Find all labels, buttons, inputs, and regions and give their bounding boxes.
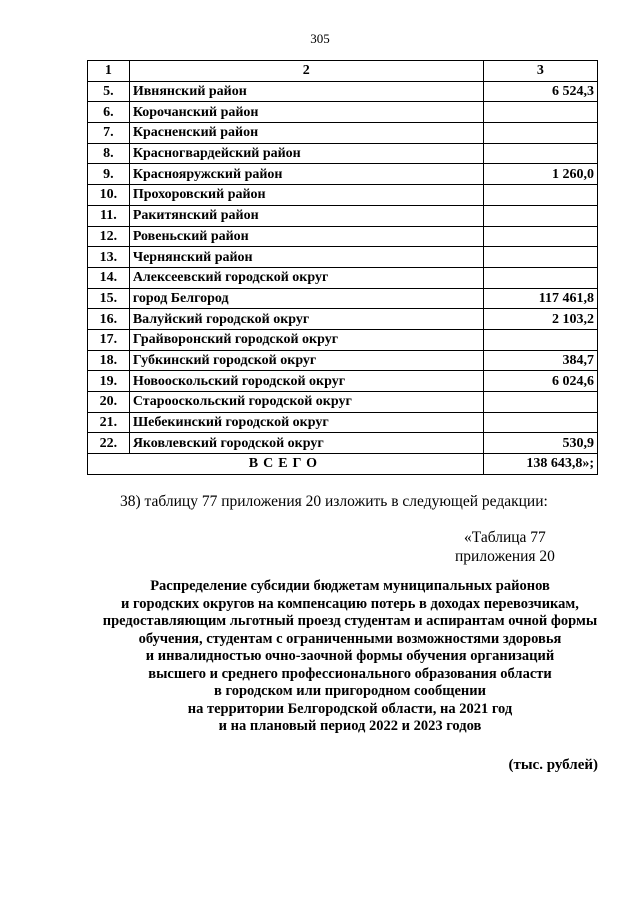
table-header-row [88, 61, 598, 82]
row-number: 5. [88, 81, 130, 102]
row-number: 7. [88, 123, 130, 144]
row-number: 20. [88, 392, 130, 413]
row-number: 15. [88, 288, 130, 309]
row-value [483, 412, 597, 433]
row-number: 22. [88, 433, 130, 454]
row-value: 1 260,0 [483, 164, 597, 185]
table-row [88, 329, 598, 350]
row-value [483, 205, 597, 226]
row-name: Валуйский городской округ [129, 309, 483, 330]
table-reference [455, 528, 555, 566]
row-value: 530,9 [483, 433, 597, 454]
heading-line: в городском или пригородном сообщении [214, 683, 486, 699]
row-number: 11. [88, 205, 130, 226]
row-name: Чернянский район [129, 247, 483, 268]
header-col-1: 1 [88, 61, 130, 82]
row-number: 12. [88, 226, 130, 247]
table-row [88, 247, 598, 268]
row-value: 6 024,6 [483, 371, 597, 392]
row-value [483, 143, 597, 164]
table-row [88, 433, 598, 454]
row-name: город Белгород [129, 288, 483, 309]
heading-line: высшего и среднего профессионального образования области [148, 665, 552, 682]
table-row [88, 143, 598, 164]
row-name: Новооскольский городской округ [129, 371, 483, 392]
table-row [88, 205, 598, 226]
row-number: 13. [88, 247, 130, 268]
row-number: 17. [88, 329, 130, 350]
heading-line: и городских округов на компенсацию потерь в доходах перевозчикам, [121, 595, 579, 612]
total-label: ВСЕГО [88, 454, 484, 475]
table-row [88, 102, 598, 123]
table-row [88, 371, 598, 392]
table-row [88, 185, 598, 206]
table-ref-line1: «Таблица 77 [464, 529, 546, 546]
row-name: Яковлевский городской округ [129, 433, 483, 454]
row-name: Алексеевский городской округ [129, 267, 483, 288]
row-number: 18. [88, 350, 130, 371]
row-value [483, 267, 597, 288]
row-value: 117 461,8 [483, 288, 597, 309]
row-name: Грайворонский городской округ [129, 329, 483, 350]
row-name: Корочанский район [129, 102, 483, 123]
row-name: Красненский район [129, 123, 483, 144]
page-number: 305 [310, 31, 330, 46]
total-row [88, 454, 598, 475]
row-name: Ивнянский район [129, 81, 483, 102]
heading-line: на территории Белгородской области, на 2021 год [187, 700, 513, 717]
table-row [88, 309, 598, 330]
row-number: 6. [88, 102, 130, 123]
table-row [88, 267, 598, 288]
unit-label: (тыс. рублей) [508, 757, 598, 773]
row-number: 9. [88, 164, 130, 185]
row-value [483, 392, 597, 413]
row-name: Прохоровский район [129, 185, 483, 206]
document-heading [60, 578, 640, 736]
header-col-3: 3 [483, 61, 597, 82]
row-value [483, 102, 597, 123]
row-number: 21. [88, 412, 130, 433]
row-name: Красногвардейский район [129, 143, 483, 164]
row-number: 8. [88, 143, 130, 164]
header-col-2: 2 [129, 61, 483, 82]
row-name: Ровеньский район [129, 226, 483, 247]
table-row [88, 288, 598, 309]
row-name: Краснояружский район [129, 164, 483, 185]
table-row [88, 392, 598, 413]
heading-line: обучения, студентам с ограниченными возможностями здоровья [138, 630, 562, 647]
row-name: Старооскольский городской округ [129, 392, 483, 413]
row-value: 6 524,3 [483, 81, 597, 102]
heading-line: Распределение субсидии бюджетам муниципальных районов [150, 578, 550, 594]
row-value [483, 329, 597, 350]
row-value: 2 103,2 [483, 309, 597, 330]
table-row [88, 226, 598, 247]
row-number: 16. [88, 309, 130, 330]
row-value [483, 123, 597, 144]
heading-line: предоставляющим льготный проезд студентам и аспирантам очной формы [102, 613, 598, 629]
row-name: Шебекинский городской округ [129, 412, 483, 433]
table-row [88, 81, 598, 102]
table-row [88, 164, 598, 185]
row-name: Губкинский городской округ [129, 350, 483, 371]
row-value [483, 247, 597, 268]
heading-line: и инвалидностью очно-заочной формы обучения организаций [145, 648, 555, 664]
row-value [483, 185, 597, 206]
row-number: 10. [88, 185, 130, 206]
subsidy-table [87, 60, 598, 475]
table-row [88, 350, 598, 371]
row-value: 384,7 [483, 350, 597, 371]
total-value: 138 643,8»; [483, 454, 597, 475]
row-name: Ракитянский район [129, 205, 483, 226]
row-number: 14. [88, 267, 130, 288]
row-number: 19. [88, 371, 130, 392]
table-ref-line2: приложения 20 [455, 548, 555, 565]
table-row [88, 123, 598, 144]
instruction-text: 38) таблицу 77 приложения 20 изложить в следующей редакции: [120, 493, 548, 510]
table-row [88, 412, 598, 433]
row-value [483, 226, 597, 247]
heading-line: и на плановый период 2022 и 2023 годов [218, 718, 482, 734]
